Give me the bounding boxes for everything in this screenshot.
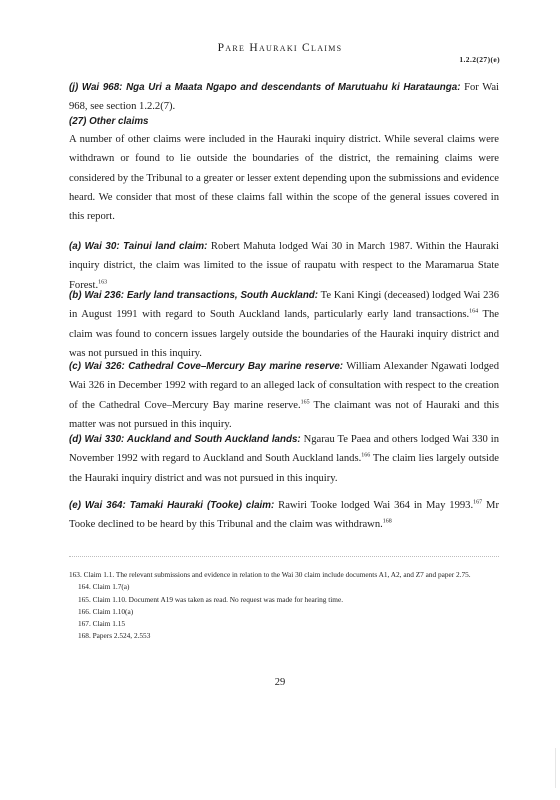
footnote-165: 165. Claim 1.10. Document A19 was taken as read. No request was made for hearing time. [78, 594, 344, 604]
claim-heading-c: (c) Wai 326: Cathedral Cove–Mercury Bay marine reserve: [69, 361, 344, 372]
page-edge-mark [555, 748, 556, 788]
footnotes [69, 569, 499, 643]
section-heading-other-claims: (27) Other claims [69, 116, 149, 127]
claim-body-j: For Wai 968, see section 1.2.2(7). [69, 82, 500, 113]
footnote-164: 164. Claim 1.7(a) [78, 582, 130, 592]
footnote-ref-167[interactable]: 167 [473, 499, 483, 506]
footnote-168: 168. Papers 2.524, 2.553 [78, 631, 151, 641]
claim-body-c-2: The claimant was not of Hauraki and this matter was not pursued in this inquiry. [69, 399, 499, 430]
footnote-163: 163. Claim 1.1. The relevant submissions and evidence in relation to the Wai 30 claim include documents A1, A2, and Z7 and paper 2.75. [69, 570, 471, 579]
footnote-ref-168[interactable]: 168 [382, 518, 392, 525]
claim-heading-e: (e) Wai 364: Tamaki Hauraki (Tooke) claim: [69, 500, 275, 511]
other-claims-paragraph: A number of other claims were included in the Hauraki inquiry district. While several claims were withdrawn or found to lie outside the boundaries of the district, the remaining claims were considered by the Tribunal to a greater or lesser extent depending upon the submissions and evidence heard. We consider that most of these claims fall within the scope of the general issues covered in this report. [69, 134, 499, 223]
claim-paragraph-j [69, 78, 499, 117]
claim-body-b-2: The claim was found to concern issues largely outside the boundaries of the Hauraki inquiry district and was not pursued in this inquiry. [69, 309, 499, 359]
claim-body-d-1: Ngarau Te Paea and others lodged Wai 330 in November 1992 with regard to Auckland and South Auckland lands. [69, 434, 499, 465]
claim-heading-b: (b) Wai 236: Early land transactions, South Auckland: [69, 290, 319, 301]
page-number: 29 [274, 677, 286, 688]
footnote-166: 166. Claim 1.10(a) [78, 606, 134, 616]
claim-paragraph-c [69, 357, 499, 434]
footnote-ref-166[interactable]: 166 [361, 452, 371, 459]
claim-body-e-2: Mr Tooke declined to be heard by this Tribunal and the claim was withdrawn. [69, 500, 499, 531]
claim-heading-j: (j) Wai 968: Nga Uri a Maata Ngapo and descendants of Marutuahu ki Harataunga: [69, 82, 461, 93]
claim-heading-a: (a) Wai 30: Tainui land claim: [69, 241, 208, 252]
footnote-167: 167. Claim 1.15 [78, 619, 126, 629]
claim-paragraph-b [69, 286, 499, 363]
claim-paragraph-e [69, 496, 499, 535]
claim-body-d-2: The claim lies largely outside the Hauraki inquiry district and was not pursued in this inquiry. [69, 453, 499, 484]
footnote-ref-164[interactable]: 164 [469, 308, 479, 315]
footnote-ref-165[interactable]: 165 [300, 399, 310, 406]
footnote-ref-163[interactable]: 163 [98, 279, 108, 286]
claim-body-e-1: Rawiri Tooke lodged Wai 364 in May 1993. [274, 500, 474, 511]
claim-body-a: Robert Mahuta lodged Wai 30 in March 1987. Within the Hauraki inquiry district, the claim was limited to the issue of raupatu with respect to the Maramarua State Forest. [69, 241, 500, 291]
footnote-divider [69, 556, 499, 557]
claim-body-c-1: William Alexander Ngawati lodged Wai 326 in December 1992 with regard to an alleged lack of consultation with respect to the creation of the Cathedral Cove–Mercury Bay marine reserve. [69, 361, 500, 411]
section-reference: 1.2.2(27)(e) [459, 55, 500, 64]
claim-paragraph-d [69, 430, 499, 488]
claim-body-b-1: Te Kani Kingi (deceased) lodged Wai 236 in August 1991 with regard to South Auckland lands, particularly early land transactions. [69, 290, 499, 321]
claim-heading-d: (d) Wai 330: Auckland and South Auckland lands: [69, 434, 301, 445]
running-title: Pare Hauraki Claims [217, 42, 343, 54]
